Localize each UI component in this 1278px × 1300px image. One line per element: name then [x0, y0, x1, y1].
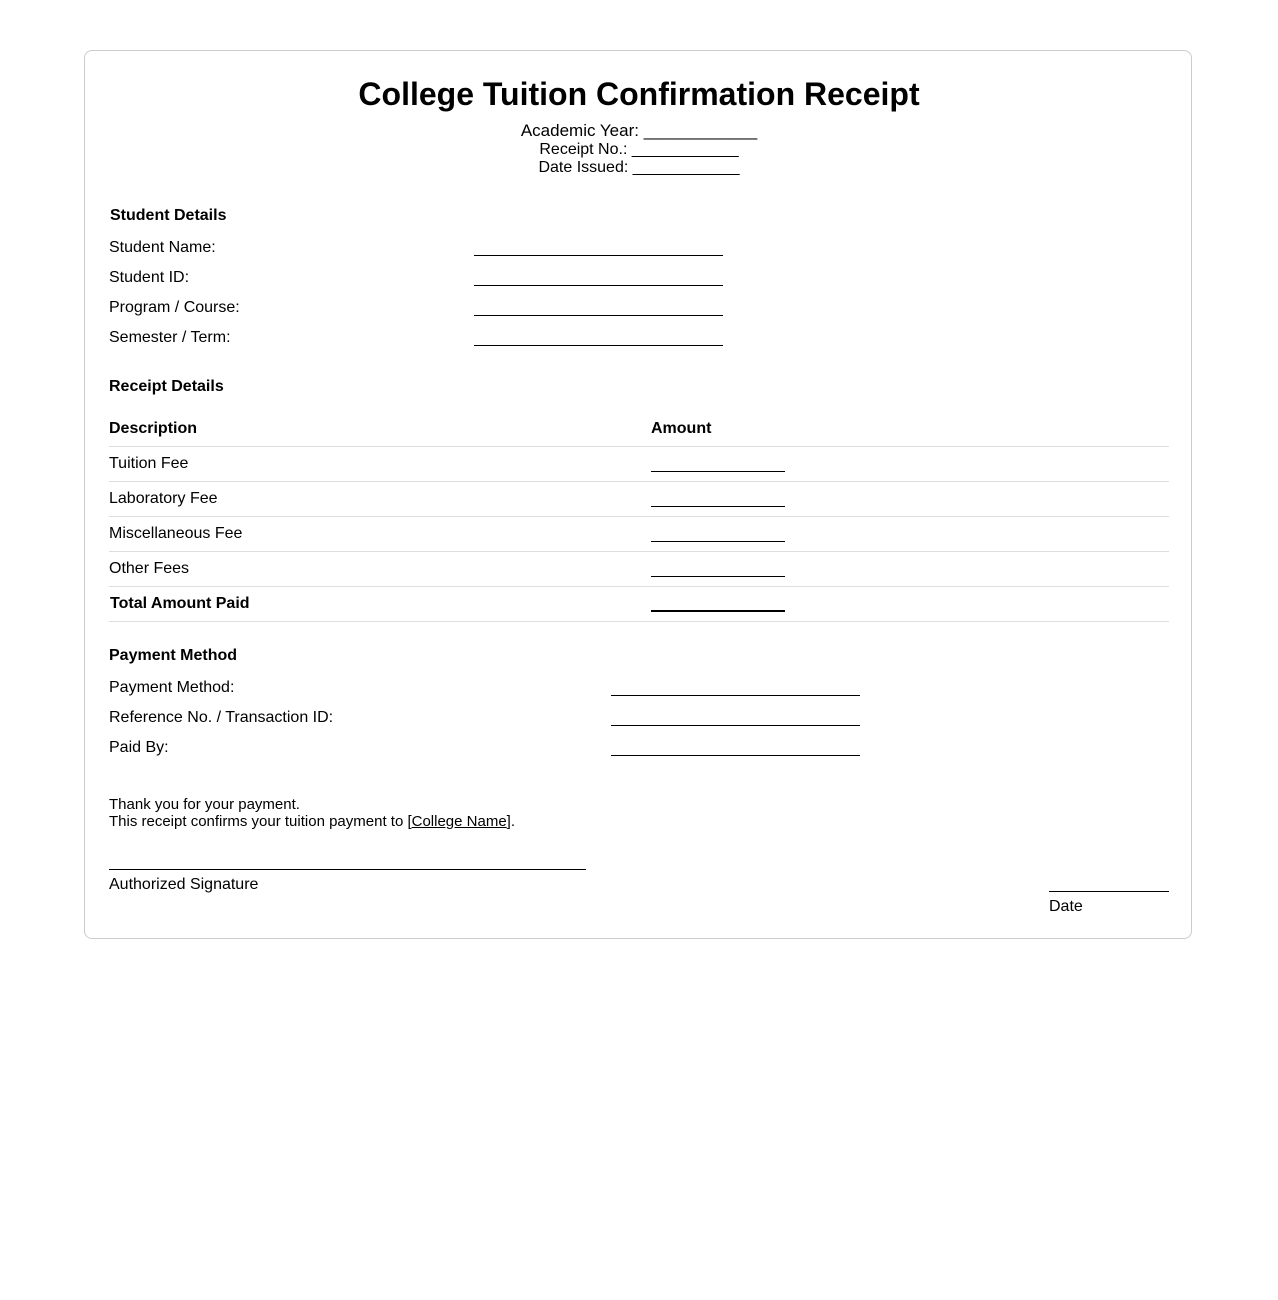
date-line[interactable]: [1049, 891, 1169, 892]
receipt-details-heading: Receipt Details: [109, 378, 224, 395]
semester-term-label: Semester / Term:: [109, 329, 231, 346]
row-laboratory-fee: Laboratory Fee: [109, 490, 218, 507]
semester-term-blank[interactable]: [474, 345, 723, 346]
thank-you-text: Thank you for your payment.: [109, 796, 300, 813]
row-miscellaneous-fee: Miscellaneous Fee: [109, 525, 243, 542]
authorized-signature-label: Authorized Signature: [109, 876, 259, 893]
column-header-amount: Amount: [651, 420, 712, 437]
row-total-amount-paid: Total Amount Paid: [110, 595, 250, 612]
table-divider: [109, 446, 1169, 447]
payment-method-heading: Payment Method: [109, 647, 238, 664]
student-details-heading: Student Details: [110, 207, 227, 224]
table-divider: [109, 481, 1169, 482]
receipt-card: [84, 50, 1192, 939]
laboratory-fee-amount-blank[interactable]: [651, 506, 785, 507]
signature-line[interactable]: [109, 869, 586, 870]
student-name-label: Student Name:: [109, 239, 216, 256]
column-header-description: Description: [109, 420, 198, 437]
student-id-label: Student ID:: [109, 269, 190, 286]
table-divider: [109, 516, 1169, 517]
table-divider: [109, 621, 1169, 622]
other-fees-amount-blank[interactable]: [651, 576, 785, 577]
program-course-blank[interactable]: [474, 315, 723, 316]
student-name-blank[interactable]: [474, 255, 723, 256]
total-amount-blank[interactable]: [651, 610, 785, 612]
reference-no-label: Reference No. / Transaction ID:: [109, 709, 334, 726]
paid-by-label: Paid By:: [109, 739, 169, 756]
row-tuition-fee: Tuition Fee: [109, 455, 189, 472]
date-issued-field: Date Issued: ____________: [538, 159, 740, 176]
student-id-blank[interactable]: [474, 285, 723, 286]
payment-method-blank[interactable]: [611, 695, 860, 696]
confirmation-prefix: This receipt confirms your tuition payment to [: [109, 813, 412, 830]
confirmation-text: [109, 813, 515, 830]
payment-method-label: Payment Method:: [109, 679, 235, 696]
page-title: College Tuition Confirmation Receipt: [358, 76, 920, 112]
reference-no-blank[interactable]: [611, 725, 860, 726]
row-other-fees: Other Fees: [109, 560, 190, 577]
miscellaneous-fee-amount-blank[interactable]: [651, 541, 785, 542]
paid-by-blank[interactable]: [611, 755, 860, 756]
college-name-placeholder: College Name: [411, 813, 507, 830]
confirmation-suffix: ].: [506, 813, 516, 830]
date-label: Date: [1049, 898, 1083, 915]
receipt-no-field: Receipt No.: ____________: [539, 141, 739, 158]
academic-year-field: Academic Year: ____________: [520, 121, 758, 140]
tuition-fee-amount-blank[interactable]: [651, 471, 785, 472]
program-course-label: Program / Course:: [109, 299, 240, 316]
table-divider: [109, 586, 1169, 587]
table-divider: [109, 551, 1169, 552]
